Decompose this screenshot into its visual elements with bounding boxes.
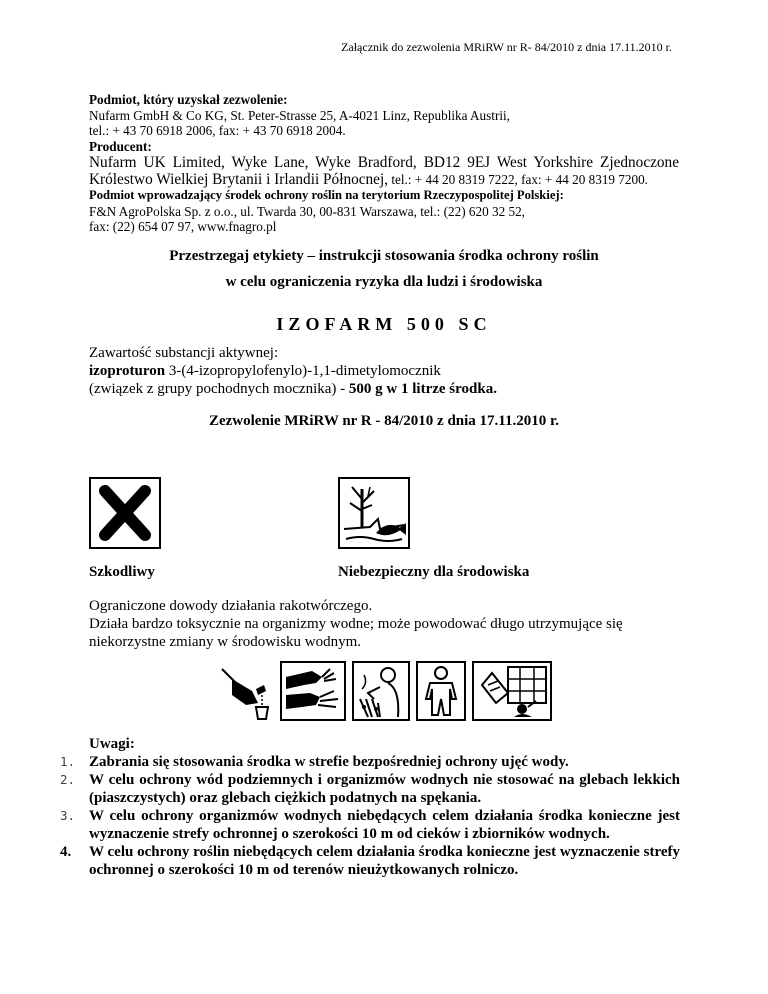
annex-header: Załącznik do zezwolenia MRiRW nr R- 84/2010 z dnia 17.11.2010 r. <box>341 40 672 54</box>
notes-title: Uwagi: <box>89 736 135 752</box>
note-number: 3. <box>60 808 76 823</box>
producer-address: Nufarm UK Limited, Wyke Lane, Wyke Bradford, BD12 9EJ West Yorkshire Zjednoczone Królestwo Wielkiej Brytanii i Irlandii Północnej, <box>89 154 679 188</box>
substance-amount: 500 g w 1 litrze środka. <box>348 381 497 397</box>
producer-contact: tel.: + 44 20 8319 7222, fax: + 44 20 8319 7200. <box>388 172 648 187</box>
harmful-label: Szkodliwy <box>89 564 155 580</box>
note-text: W celu ochrony wód podziemnych i organizmów wodnych nie stosować na glebach lekkich (piaszczystych) oraz glebach ciężkich podatnych na spękania. <box>89 772 680 806</box>
pour-measure-icon <box>218 661 274 721</box>
risk-line3: niekorzystne zmiany w środowisku wodnym. <box>89 634 362 650</box>
importer-label: Podmiot wprowadzający środek ochrony roślin na terytorium Rzeczypospolitej Polskiej: <box>89 188 564 202</box>
risk-block <box>89 597 679 651</box>
gloves-icon <box>280 661 346 721</box>
note-number: 2. <box>60 772 76 787</box>
note-number: 1. <box>60 754 76 769</box>
substance-name: izoproturon <box>89 363 166 379</box>
note-text: W celu ochrony organizmów wodnych niebędących celem działania środka konieczne jest wyznaczenie strefy ochronnej o szerokości 10 m od cieków i zbiorników wodnych. <box>89 808 680 842</box>
importer-line1: F&N AgroPolska Sp. z o.o., ul. Twarda 30, 00-831 Warszawa, tel.: (22) 620 32 52, <box>89 203 525 219</box>
notes-block <box>60 735 680 879</box>
environment-label: Niebezpieczny dla środowiska <box>338 564 530 580</box>
keep-from-children-icon <box>472 661 552 721</box>
registration-block <box>89 92 679 235</box>
holder-line1: Nufarm GmbH & Co KG, St. Peter-Strasse 25, A-4021 Linz, Republika Austrii, <box>89 107 510 123</box>
risk-line1: Ograniczone dowody działania rakotwórczego. <box>89 598 373 614</box>
note-item <box>60 753 680 771</box>
substance-block <box>89 344 679 398</box>
holder-line2: tel.: + 43 70 6918 2006, fax: + 43 70 6918 2004. <box>89 123 346 138</box>
substance-group: (związek z grupy pochodnych mocznika) - <box>89 381 349 397</box>
note-item <box>60 843 680 879</box>
product-title: IZOFARM 500 SC <box>276 314 492 334</box>
holder-label: Podmiot, który uzyskał zezwolenie: <box>89 92 288 107</box>
substance-line <box>89 362 679 380</box>
dead-tree-fish-icon <box>338 477 410 549</box>
note-item <box>60 807 680 843</box>
note-number: 4. <box>60 844 72 860</box>
protective-suit-icon <box>416 661 466 721</box>
permit-line: Zezwolenie MRiRW nr R - 84/2010 z dnia 17.11.2010 r. <box>208 413 560 429</box>
warning-line2: w celu ograniczenia ryzyka dla ludzi i środowiska <box>225 274 543 290</box>
substance-intro: Zawartość substancji aktywnej: <box>89 345 279 361</box>
importer-line2: fax: (22) 654 07 97, www.fnagro.pl <box>89 219 277 234</box>
substance-chem: 3-(4-izopropylofenylo)-1,1-dimetylomocznik <box>165 363 441 379</box>
harmful-x-icon <box>89 477 161 549</box>
wash-face-icon <box>352 661 410 721</box>
producer-text <box>89 154 679 188</box>
substance-amount-line <box>89 380 679 398</box>
risk-line2: Działa bardzo toksycznie na organizmy wodne; może powodować długo utrzymujące się <box>89 616 623 632</box>
note-text: W celu ochrony roślin niebędących celem działania środka konieczne jest wyznaczenie strefy ochronnej o szerokości 10 m od terenów nieużytkowanych rolniczo. <box>89 844 680 878</box>
note-text: Zabrania się stosowania środka w strefie bezpośredniej ochrony ujęć wody. <box>89 754 569 770</box>
warning-line1: Przestrzegaj etykiety – instrukcji stosowania środka ochrony roślin <box>169 248 599 264</box>
note-item <box>60 771 680 807</box>
producer-label: Producent: <box>89 138 152 154</box>
